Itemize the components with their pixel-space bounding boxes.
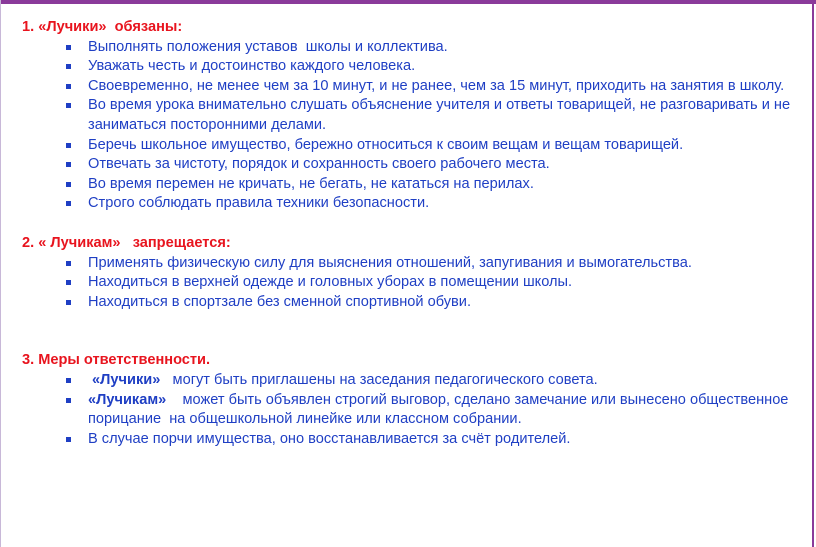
list-item: «Лучикам» может быть объявлен строгий выговор, сделано замечание или вынесено общественное порицание на общешкольной линейке или классном собрании. xyxy=(22,391,812,430)
list-item: В случае порчи имущества, оно восстанавливается за счёт родителей. xyxy=(22,430,812,450)
bullet-icon xyxy=(66,143,71,148)
section-heading: 2. « Лучикам» запрещается: xyxy=(22,234,231,251)
bullet-icon xyxy=(66,84,71,89)
bullet-icon xyxy=(66,437,71,442)
prohibitions-list xyxy=(22,254,812,313)
list-item: Находиться в спортзале без сменной спортивной обуви. xyxy=(22,293,812,313)
list-item: Отвечать за чистоту, порядок и сохранность своего рабочего места. xyxy=(22,155,812,175)
section-responsibility xyxy=(22,351,812,449)
list-item: Беречь школьное имущество, бережно относиться к своим вещам и вещам товарищей. xyxy=(22,136,812,156)
bullet-icon xyxy=(66,103,71,108)
list-item: Строго соблюдать правила техники безопасности. xyxy=(22,194,812,214)
list-item: Своевременно, не менее чем за 10 минут, и не ранее, чем за 15 минут, приходить на занятия в школу. xyxy=(22,77,812,97)
duties-list xyxy=(22,38,812,214)
list-item: Находиться в верхней одежде и головных уборах в помещении школы. xyxy=(22,273,812,293)
bullet-icon xyxy=(66,378,71,383)
rules-document xyxy=(22,18,812,449)
bullet-icon xyxy=(66,201,71,206)
responsibility-list xyxy=(22,371,812,449)
bullet-icon xyxy=(66,280,71,285)
bullet-icon xyxy=(66,261,71,266)
bullet-icon xyxy=(66,300,71,305)
bullet-icon xyxy=(66,398,71,403)
bullet-icon xyxy=(66,162,71,167)
right-border xyxy=(812,0,814,547)
list-item: Во время перемен не кричать, не бегать, не кататься на перилах. xyxy=(22,175,812,195)
section-prohibitions xyxy=(22,234,812,312)
list-item: Применять физическую силу для выяснения отношений, запугивания и вымогательства. xyxy=(22,254,812,274)
top-border xyxy=(0,0,816,4)
bullet-icon xyxy=(66,64,71,69)
list-item: Во время урока внимательно слушать объяснение учителя и ответы товарищей, не разговаривать и не заниматься посторонними делами. xyxy=(22,96,812,135)
bullet-icon xyxy=(66,45,71,50)
section-duties xyxy=(22,18,812,214)
section-heading: 3. Меры ответственности. xyxy=(22,352,211,369)
section-heading: 1. «Лучики» обязаны: xyxy=(22,19,183,35)
list-item: Выполнять положения уставов школы и коллектива. xyxy=(22,38,812,58)
list-item: Уважать честь и достоинство каждого человека. xyxy=(22,57,812,77)
list-item: «Лучики» могут быть приглашены на заседания педагогического совета. xyxy=(22,371,812,391)
bullet-icon xyxy=(66,182,71,187)
left-border xyxy=(0,0,1,547)
